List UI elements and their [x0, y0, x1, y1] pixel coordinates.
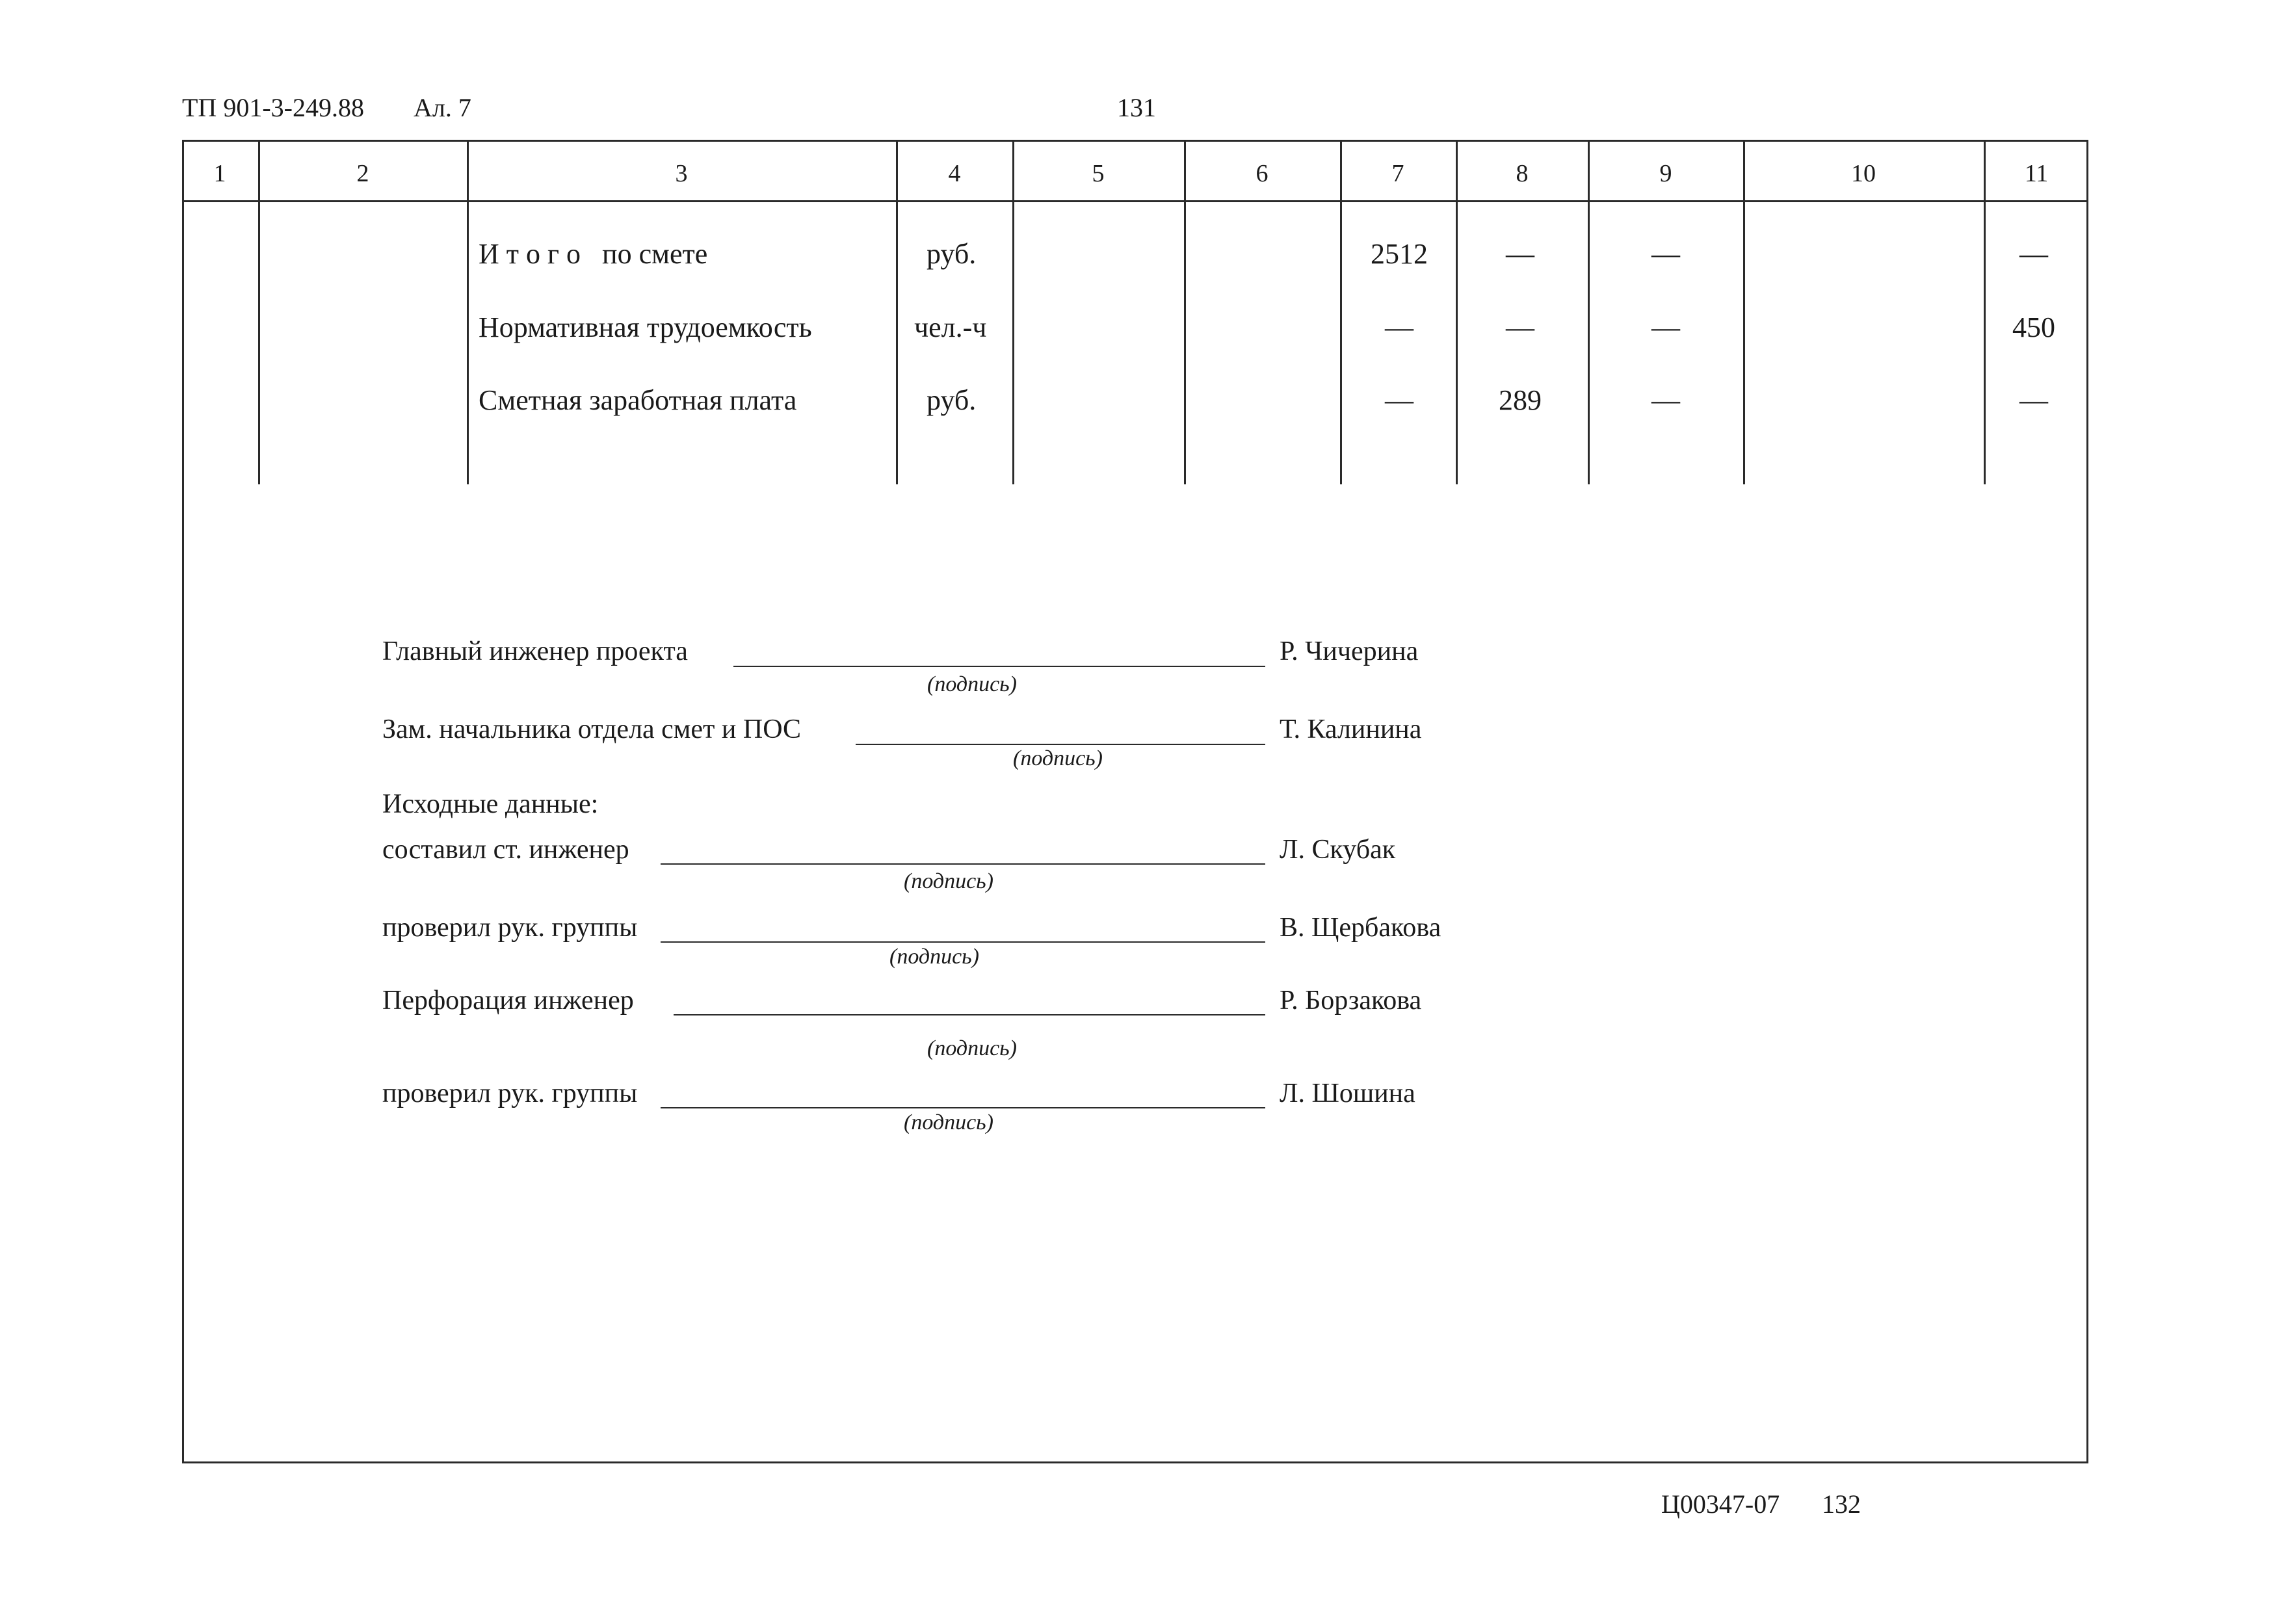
col-number-5: 5 — [1092, 160, 1105, 187]
col-number-6: 6 — [1256, 160, 1269, 187]
footer-code: Ц00347-07 — [1661, 1489, 1780, 1519]
perforation-name: Р. Борзакова — [1280, 986, 1422, 1015]
col-divider-6 — [1340, 140, 1342, 484]
checked-by-2-label: проверил рук. группы — [382, 1079, 638, 1108]
col-divider-4 — [1012, 140, 1014, 484]
perforation-signature-line — [674, 1014, 1265, 1015]
checked-by-1-caption: (подпись) — [889, 945, 979, 969]
checked-by-1-name: В. Щербакова — [1280, 913, 1441, 943]
perforation-caption: (подпись) — [927, 1036, 1017, 1060]
row-wages-col7: — — [1385, 384, 1414, 416]
row-wages-col9: — — [1651, 384, 1680, 416]
footer-page: 132 — [1822, 1489, 1861, 1519]
col-number-7: 7 — [1391, 160, 1404, 187]
col-divider-3 — [896, 140, 898, 484]
col-number-3: 3 — [675, 160, 688, 187]
chief-engineer-signature-line — [733, 666, 1265, 667]
compiled-by-label: составил ст. инженер — [382, 835, 629, 865]
album-label: Ал. 7 — [414, 93, 471, 122]
col-number-4: 4 — [948, 160, 961, 187]
compiled-by-caption: (подпись) — [904, 869, 993, 893]
checked-by-2-caption: (подпись) — [904, 1110, 993, 1134]
source-data-heading: Исходные данные: — [382, 789, 599, 819]
col-number-10: 10 — [1851, 160, 1876, 187]
row-wages-unit: руб. — [927, 384, 977, 416]
row-total-col11: — — [2019, 238, 2048, 270]
checked-by-1-signature-line — [661, 941, 1265, 943]
row-labor-col11: 450 — [2012, 311, 2055, 343]
row-labor-col7: — — [1385, 311, 1414, 343]
row-labor-name: Нормативная трудоемкость — [479, 311, 812, 343]
row-total-unit: руб. — [927, 238, 977, 270]
col-number-1: 1 — [213, 160, 226, 187]
row-wages-col11: — — [2019, 384, 2048, 416]
col-number-11: 11 — [2024, 160, 2049, 187]
page-number: 131 — [1117, 93, 1156, 122]
row-total-col7: 2512 — [1371, 238, 1428, 270]
col-number-2: 2 — [356, 160, 369, 187]
checked-by-2-signature-line — [661, 1107, 1265, 1108]
row-total-col8: — — [1506, 238, 1534, 270]
row-labor-unit: чел.-ч — [914, 311, 987, 343]
checked-by-2-name: Л. Шошина — [1280, 1079, 1415, 1108]
chief-engineer-label: Главный инженер проекта — [382, 636, 688, 666]
row-total-name: И т о г о по смете — [479, 238, 708, 270]
row-labor-col9: — — [1651, 311, 1680, 343]
chief-engineer-name: Р. Чичерина — [1280, 636, 1419, 666]
deputy-head-name: Т. Калинина — [1280, 714, 1422, 744]
col-divider-8 — [1588, 140, 1590, 484]
col-divider-2 — [467, 140, 469, 484]
row-labor-col8: — — [1506, 311, 1534, 343]
col-number-9: 9 — [1659, 160, 1672, 187]
col-divider-1 — [258, 140, 260, 484]
col-divider-10 — [1984, 140, 1986, 484]
deputy-head-label: Зам. начальника отдела смет и ПОС — [382, 714, 802, 744]
compiled-by-signature-line — [661, 863, 1265, 865]
perforation-label: Перфорация инженер — [382, 986, 634, 1015]
row-wages-col8: 289 — [1499, 384, 1542, 416]
row-total-col9: — — [1651, 238, 1680, 270]
col-divider-5 — [1184, 140, 1186, 484]
compiled-by-name: Л. Скубак — [1280, 835, 1396, 865]
col-divider-7 — [1456, 140, 1458, 484]
checked-by-1-label: проверил рук. группы — [382, 913, 638, 943]
doc-code: ТП 901-3-249.88 — [182, 93, 364, 122]
deputy-head-signature-line — [856, 744, 1265, 745]
deputy-head-caption: (подпись) — [1013, 746, 1103, 770]
row-wages-name: Сметная заработная плата — [479, 384, 797, 416]
col-divider-9 — [1743, 140, 1745, 484]
col-number-8: 8 — [1516, 160, 1529, 187]
chief-engineer-caption: (подпись) — [927, 672, 1017, 696]
